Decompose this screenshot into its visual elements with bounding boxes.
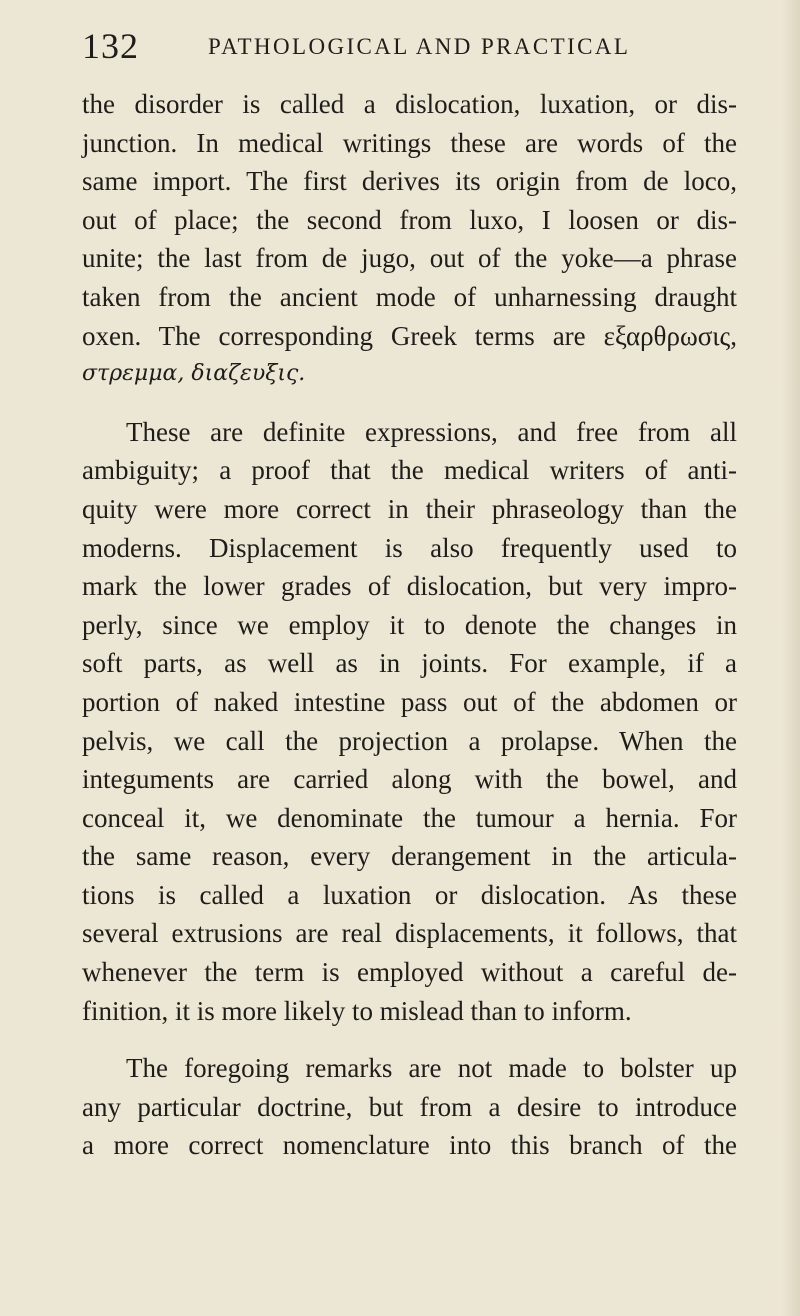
text-line: out of place; the second from luxo, I loosen or dis-: [82, 204, 737, 235]
text-line: portion of naked intestine pass out of the abdomen or: [82, 686, 737, 717]
text-line: conceal it, we denominate the tumour a hernia. For: [82, 802, 737, 833]
text-line: several extrusions are real displacements, it follows, that: [82, 918, 737, 949]
text-line: taken from the ancient mode of unharnessing draught: [82, 281, 737, 312]
text-line: the disorder is called a dislocation, luxation, or dis-: [82, 89, 737, 119]
text-line: oxen. The corresponding Greek terms are εξαρθρωσις,: [82, 320, 737, 351]
text-line: whenever the term is employed without a careful de-: [82, 957, 737, 988]
text-line: unite; the last from de jugo, out of the yoke—a phrase: [82, 243, 737, 274]
text-line: mark the lower grades of dislocation, but very impro-: [82, 571, 737, 602]
text-line: any particular doctrine, but from a desire to introduce: [82, 1091, 737, 1122]
text-line: pelvis, we call the projection a prolapse. When the: [82, 725, 737, 756]
text-line: same import. The first derives its origin from de loco,: [82, 166, 737, 197]
text-line: soft parts, as well as in joints. For example, if a: [82, 648, 737, 679]
text-line: perly, since we employ it to denote the changes in: [82, 609, 737, 640]
text-line: integuments are carried along with the bowel, and: [82, 764, 737, 795]
page-number: 132: [82, 26, 139, 66]
paragraph-2: [82, 413, 737, 1031]
text-line: ambiguity; a proof that the medical writers of anti-: [82, 455, 737, 486]
body-text: [82, 85, 737, 1165]
text-line: quity were more correct in their phraseology than the: [82, 493, 737, 524]
page-edge-shade: [782, 0, 800, 1316]
text-line: a more correct nomenclature into this branch of the: [82, 1130, 737, 1161]
paragraph-1: [82, 85, 737, 394]
greek-terms-line: στρεμμα, διαζευξις.: [82, 361, 306, 387]
page-header: [82, 24, 762, 68]
paragraph-3: [82, 1049, 737, 1165]
text-line: moderns. Displacement is also frequently used to: [82, 532, 737, 563]
text-line: junction. In medical writings these are words of the: [82, 127, 737, 158]
text-line: the same reason, every derangement in the articula-: [82, 841, 737, 872]
running-title: PATHOLOGICAL AND PRACTICAL: [208, 34, 631, 59]
text-line: These are definite expressions, and free from all: [126, 416, 737, 447]
text-line: finition, it is more likely to mislead than to inform.: [82, 995, 632, 1026]
text-line: The foregoing remarks are not made to bolster up: [126, 1053, 737, 1084]
text-line: tions is called a luxation or dislocation. As these: [82, 879, 737, 910]
